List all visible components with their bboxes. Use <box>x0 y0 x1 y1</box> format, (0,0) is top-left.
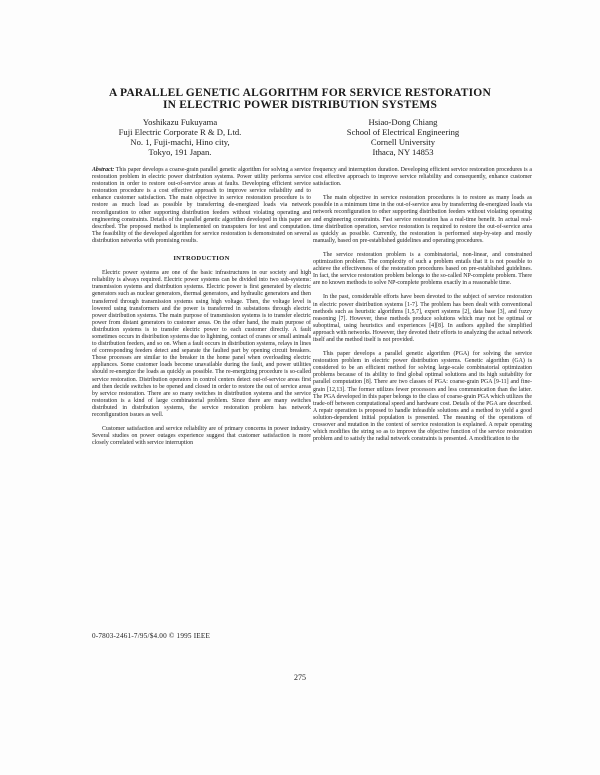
paragraph: frequency and interruption duration. Developing efficient service restoration procedures is a cost effective approach to improve service reliability and consequently, enhance customer satisfaction. <box>313 167 532 188</box>
abstract-label: Abstract: <box>92 167 115 173</box>
left-column <box>92 167 311 454</box>
author-affiliation: School of Electrical Engineering <box>346 127 460 137</box>
paragraph: This paper develops a parallel genetic algorithm (PGA) for solving the service restoration problem in electric power distribution systems. Genetic algorithm (GA) is considered to be an efficient method for solving large-scale combinatorial optimization problems because of its ability to find global optimal solutions and its high suitability for parallel computation [8]. There are two classes of PGA: coarse-grain PGA [9-11] and fine-grain [12,13]. The former utilizes fewer processors and less communication than the latter. The PGA developed in this paper belongs to the class of coarse-grain PGA which utilizes the trade-off between computational speed and hardware cost. Details of the PGA are described. A repair operation is proposed to handle infeasible solutions and a method to yield a good solution-dependent initial population is presented. The meaning of the operations of crossover and mutation in the context of service restoration is explained. A repair operating which modifies the string so as to improve the objective function of the service restoration problem and to satisfy the radial network constraints is presented. A modification to the <box>313 351 532 443</box>
copyright-notice: 0-7803-2461-7/95/$4.00 © 1995 IEEE <box>92 632 211 640</box>
abstract <box>92 167 311 245</box>
right-column <box>313 167 532 450</box>
paper-title-line-2: IN ELECTRIC POWER DISTRIBUTION SYSTEMS <box>162 99 438 111</box>
paragraph: In the past, considerable efforts have been devoted to the subject of service restoration in electric power distribution systems [1-7]. The problem has been dealt with conventional methods such as heuristic algorithms [1,5,7], expert systems [2], data base [3], and fuzzy reasoning [7]. However, these methods produce solutions which may not be optimal or suboptimal, using heuristics and experiences [4][8]. In authors applied the simplified approach with networks. However, they devoted their efforts to analyzing the actual network itself and the method itself is not provided. <box>313 294 532 343</box>
paragraph: The service restoration problem is a combinatorial, non-linear, and constrained optimization problem. The complexity of such a problem entails that it is not possible to achieve the effectiveness of the restoration procedures based on pre-established guidelines. In fact, the service restoration problem belongs to the so-called NP-complete problem. There are no known methods to solve NP-complete problems exactly in a reasonable time. <box>313 251 532 287</box>
author-affiliation: Fuji Electric Corporate R & D, Ltd. <box>118 127 242 137</box>
author-block-1 <box>100 117 260 157</box>
author-city: Tokyo, 191 Japan. <box>148 147 212 157</box>
paper-title-line-1: A PARALLEL GENETIC ALGORITHM FOR SERVICE RESTORATION <box>109 87 491 99</box>
paragraph: Customer satisfaction and service reliability are of primary concerns in power industry. Several studies on power outages experience suggest that customer satisfaction is more closely correlated with service interruption <box>92 426 311 447</box>
page-number: 275 <box>294 673 306 682</box>
author-block-2 <box>318 117 488 157</box>
author-address: No. 1, Fuji-machi, Hino city, <box>130 137 230 147</box>
paragraph: The main objective in service restoration procedures is to restore as many loads as possible in a minimum time in the out-of-service area by transferring de-energized loads via network reconfiguration to other supporting distribution feeders without violating operating and engineering constraints. Fast service restoration has a real-time benefit. In actual real-time distribution operation, service restoration is required to restore the out-of-service area as quickly as possible. Currently, the restoration is performed step-by-step and mostly manually, based on pre-established guidelines and operating procedures. <box>313 195 532 244</box>
author-address: Cornell University <box>370 137 436 147</box>
abstract-text: This paper develops a coarse-grain parallel genetic algorithm for solving a service restoration problem in electric power distribution systems. Power utility performs service restoration in order to restore out-of-service areas at faults. Developing efficient service restoration procedure is a cost effective approach to improve service reliability and to enhance customer satisfaction. The main objective in service restoration procedure is to restore as much load as possible by transferring de-energized loads via network reconfiguration to other supporting distribution feeders without violating operating and engineering constraints. Details of the parallel genetic algorithm developed in this paper are described. The proposed method is implemented on transputers for test and computation. The feasibility of the developed algorithm for service restoration is demonstrated on several distribution networks with promising results. <box>92 167 311 244</box>
author-city: Ithaca, NY 14853 <box>372 147 434 157</box>
author-name: Hsiao-Dong Chiang <box>368 117 438 127</box>
section-heading-introduction: INTRODUCTION <box>173 255 230 263</box>
author-name: Yoshikazu Fukuyama <box>142 117 218 127</box>
paragraph: Electric power systems are one of the basic infrastructures in our society and high reliability is always required. Electric power systems can be divided into two sub-systems: transmission systems and distribution systems. Electric power is first generated by electric generators such as nuclear generators, thermal generators, and hydraulic generators and then transferred through transmission systems using high voltage. Then, the voltage level is lowered using transformers and the power is transferred in substations through electric power distribution systems. The main purpose of transmission systems is to transfer electric power from distant generators to customer areas. On the other hand, the main purpose of distribution systems is to transfer electric power to each customer directly. A fault sometimes occurs in distribution systems due to lightning, contact of cranes or small animals to distribution feeders, and so on. When a fault occurs in distribution systems, relays in lines of corresponding feeders detect and separate the faulted part by opening circuit breakers. Those processes are similar to the breaker in the home panel when overloading electric appliances. Some customer loads become unavailable during the fault, and power utilities should re-energize the loads as quickly as possible. The re-energizing procedure is so-called service restoration. Distribution operators in control centers detect out-of-service areas first and then decide switches to be opened and closed in order to restore the out of service areas by service restoration. There are so many switches in distribution systems and the service restoration is a kind of large combinatorial problem. Since there are many switches distributed in distribution systems, the service restoration problem has network reconfiguration issues as well. <box>92 270 311 418</box>
